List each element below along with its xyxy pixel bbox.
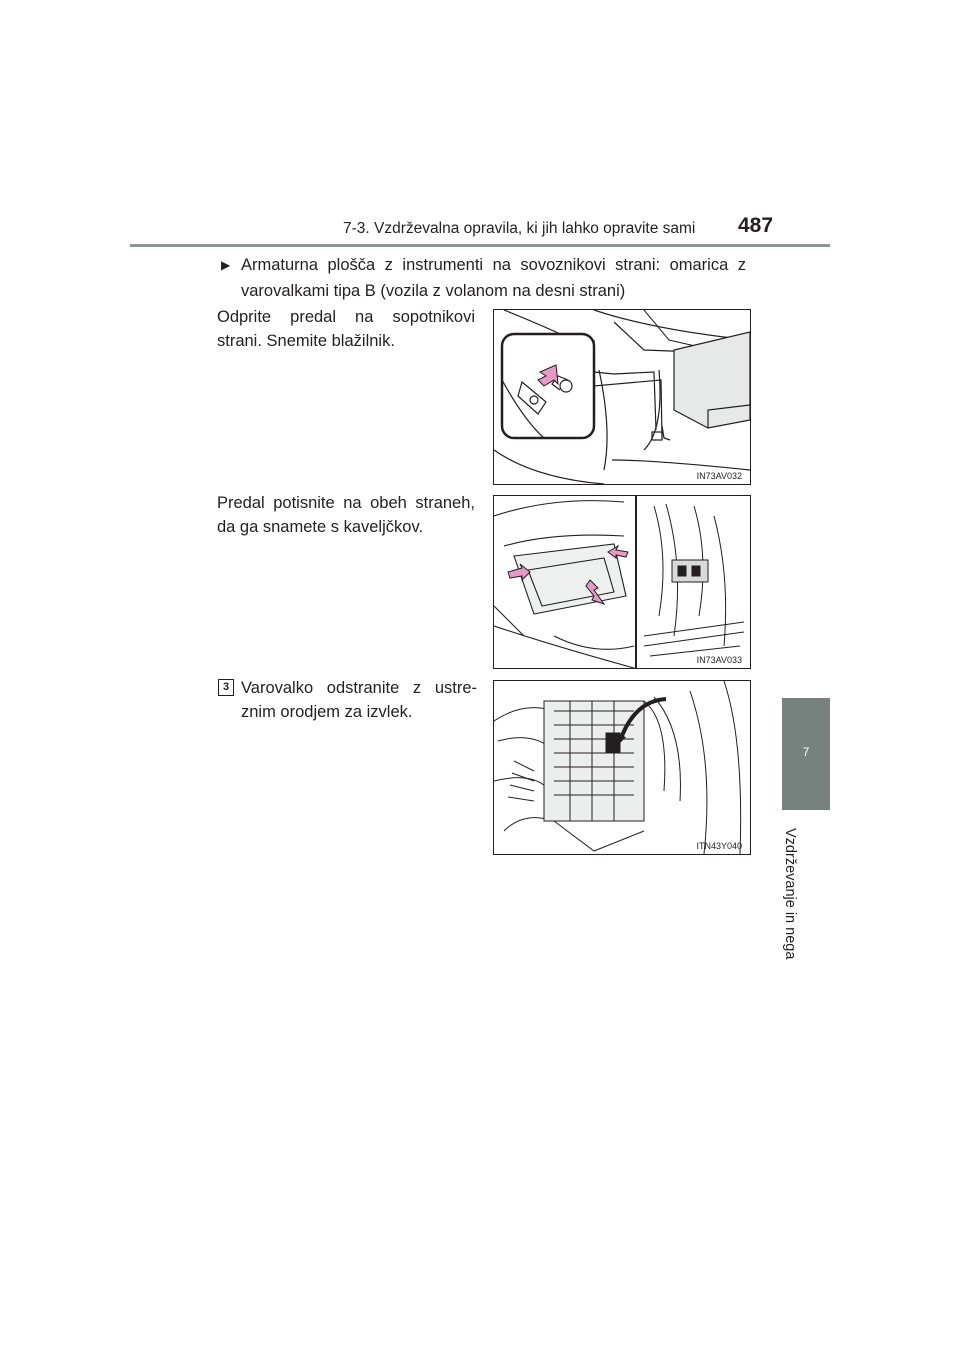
bullet-heading: Armaturna plošča z instrumenti na sovoznikovi strani: omarica z varovalkami tipa B (vozila z volanom na desni strani)	[241, 256, 746, 300]
figure-2-illustration	[494, 496, 750, 668]
figure-2-code: IN73AV033	[696, 655, 742, 665]
step-3-number-badge: 3	[218, 679, 234, 696]
figure-3-fuse-extraction	[493, 680, 751, 855]
chapter-number: 7	[802, 745, 810, 759]
figure-3-illustration	[494, 681, 750, 854]
figure-1-glovebox-open	[493, 309, 751, 485]
header-divider	[130, 244, 830, 247]
chapter-title-vertical	[780, 828, 832, 998]
section-title: 7-3. Vzdrževalna opravila, ki jih lahko opravite sami	[343, 220, 696, 237]
step-1-text: Odprite predal na sopotnikovi strani. Snemite blažilnik.	[217, 308, 475, 350]
step-3-text: Varovalko odstranite z ustre-znim orodjem za izvlek.	[241, 679, 477, 721]
chapter-title: Vzdrževanje in nega	[782, 828, 798, 960]
bullet-triangle-icon: ▶	[221, 258, 231, 272]
page-number: 487	[738, 214, 774, 237]
figure-3-code: ITN43Y040	[696, 841, 742, 851]
figure-1-illustration	[494, 310, 750, 484]
figure-1-code: IN73AV032	[696, 471, 742, 481]
figure-2-glovebox-removal	[493, 495, 751, 669]
step-2-text: Predal potisnite na obeh straneh, da ga snamete s kaveljčkov.	[217, 494, 475, 536]
